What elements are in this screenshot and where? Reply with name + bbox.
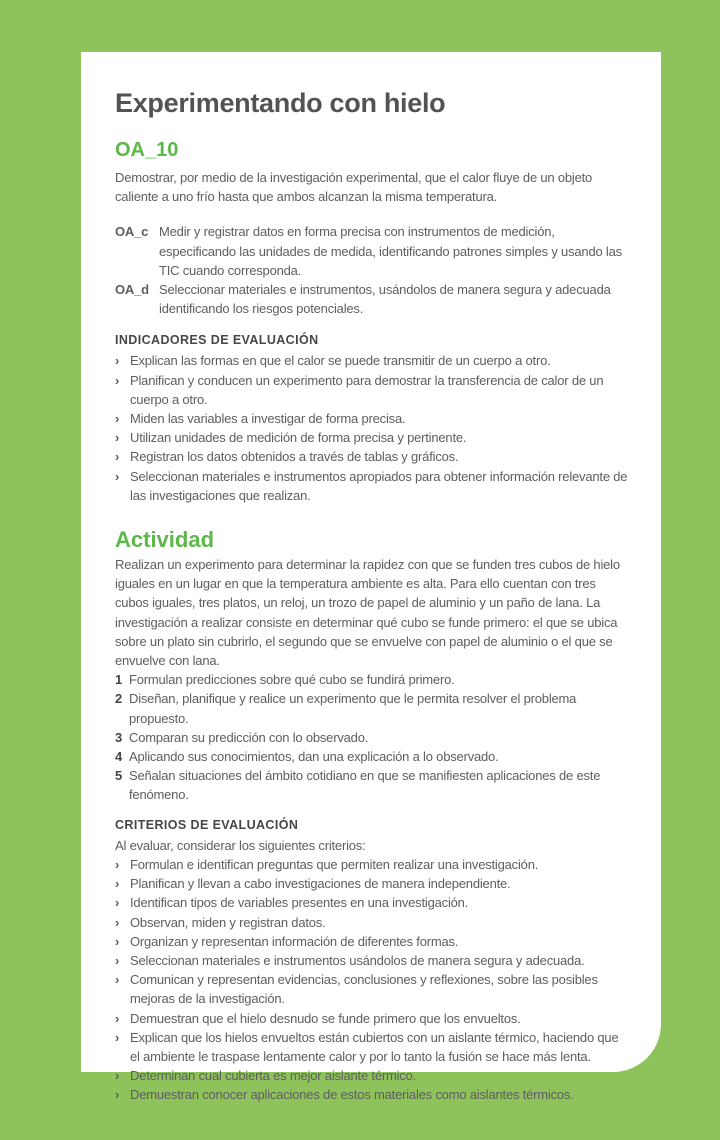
chevron-bullet-icon: › [115,430,120,446]
criterios-list [115,855,631,1105]
chevron-bullet-icon: › [115,1010,120,1026]
step-item [115,670,631,689]
bullet-item-text: Demuestran conocer aplicaciones de estos materiales como aislantes térmicos. [130,1087,574,1103]
oa10-text: Demostrar, por medio de la investigación experimental, que el calor fluye de un objeto caliente a uno frío hasta que ambos alcanzan la misma temperatura. [115,170,593,205]
content-card [81,52,661,1103]
bullet-item-text: Explican las formas en que el calor se puede transmitir de un cuerpo a otro. [130,353,551,369]
bullet-item [115,351,631,370]
bullet-item-text: Organizan y representan información de diferentes formas. [130,933,459,949]
bullet-item [115,1066,631,1085]
bullet-item-text: Explican que los hielos envueltos están cubiertos con un aislante térmico, haciendo que el ambiente le traspase lentamente calor y por lo tanto la fusión se hace más lenta. [130,1029,619,1064]
bullet-item [115,874,631,893]
step-number: 4 [115,749,123,765]
step-item [115,766,631,804]
chevron-bullet-icon: › [115,372,120,388]
step-text: Aplicando sus conocimientos, dan una explicación a lo observado. [129,749,499,765]
actividad-heading: Actividad [115,527,215,553]
bullet-item-text: Seleccionan materiales e instrumentos usándolos de manera segura y adecuada. [130,952,585,968]
chevron-bullet-icon: › [115,411,120,427]
bullet-item [115,409,631,428]
bullet-item-text: Demuestran que el hielo desnudo se funde primero que los envueltos. [130,1010,521,1026]
bullet-item-text: Seleccionan materiales e instrumentos apropiados para obtener información relevante de las investigaciones que realizan. [130,468,628,503]
chevron-bullet-icon: › [115,856,120,872]
step-item [115,728,631,747]
bullet-item [115,970,631,1008]
bullet-item [115,428,631,447]
bullet-item-text: Determinan cual cubierta es mejor aislante térmico. [130,1068,417,1084]
oa-item-text: Seleccionar materiales e instrumentos, usándolos de manera segura y adecuada identificando los riesgos potenciales. [159,282,611,317]
step-number: 5 [115,768,123,784]
criterios-heading: CRITERIOS DE EVALUACIÓN [115,817,299,832]
bullet-item-text: Formulan e identifican preguntas que permiten realizar una investigación. [130,856,539,872]
bullet-item-text: Planifican y llevan a cabo investigaciones de manera independiente. [130,876,511,892]
criterios-intro: Al evaluar, considerar los siguientes criterios: [115,837,366,853]
actividad-section [115,527,631,805]
bullet-item [115,855,631,874]
page-title: Experimentando con hielo [115,88,446,118]
bullet-item-text: Identifican tipos de variables presentes en una investigación. [130,895,469,911]
chevron-bullet-icon: › [115,1029,120,1045]
bullet-item-text: Miden las variables a investigar de forma precisa. [130,411,406,427]
chevron-bullet-icon: › [115,876,120,892]
bullet-item [115,951,631,970]
bullet-item-text: Utilizan unidades de medición de forma precisa y pertinente. [130,430,467,446]
bullet-item [115,932,631,951]
oa10-section [115,138,631,206]
oa10-heading: OA_10 [115,139,179,161]
oa-sublist [115,222,631,318]
indicadores-section [115,332,631,505]
bullet-item [115,1085,631,1104]
bullet-item-text: Registran los datos obtenidos a través de tablas y gráficos. [130,449,459,465]
actividad-steps [115,670,631,804]
indicadores-list [115,351,631,505]
chevron-bullet-icon: › [115,933,120,949]
chevron-bullet-icon: › [115,449,120,465]
criterios-section [115,817,631,1105]
oa-item [115,280,631,318]
chevron-bullet-icon: › [115,1087,120,1103]
chevron-bullet-icon: › [115,895,120,911]
step-text: Formulan predicciones sobre qué cubo se fundirá primero. [129,672,455,688]
chevron-bullet-icon: › [115,468,120,484]
bullet-item [115,913,631,932]
bullet-item [115,447,631,466]
bullet-item [115,1009,631,1028]
step-text: Comparan su predicción con lo observado. [129,729,369,745]
bullet-item [115,893,631,912]
chevron-bullet-icon: › [115,972,120,988]
step-number: 2 [115,691,123,707]
oa-item-label: OA_c [115,224,149,240]
step-text: Diseñan, planifique y realice un experimento que le permita resolver el problema propuesto. [129,691,577,726]
bullet-item [115,1028,631,1066]
oa-item-label: OA_d [115,282,149,298]
step-text: Señalan situaciones del ámbito cotidiano en que se manifiesten aplicaciones de este fenómeno. [129,768,601,803]
bullet-item-text: Observan, miden y registran datos. [130,914,326,930]
step-item [115,747,631,766]
oa-item-text: Medir y registrar datos en forma precisa con instrumentos de medición, especificando las unidades de medida, identificando patrones simples y usando las TIC cuando corresponda. [159,224,622,278]
oa-item [115,222,631,280]
step-item [115,689,631,727]
chevron-bullet-icon: › [115,914,120,930]
indicadores-heading: INDICADORES DE EVALUACIÓN [115,333,319,348]
step-number: 3 [115,729,123,745]
chevron-bullet-icon: › [115,353,120,369]
actividad-intro: Realizan un experimento para determinar la rapidez con que se funden tres cubos de hielo iguales en un lugar en que la temperatura ambiente es alta. Para ello cuentan con tres cubos iguales, tres platos, un reloj, un trozo de papel de aluminio y un paño de lana. La investigación a realizar consiste en determinar qué cubo se funde primero: el que se ubica sobre un plato sin cubrirlo, el segundo que se envuelve con papel de aluminio o el que se envuelve con lana. [115,557,620,669]
bullet-item-text: Planifican y conducen un experimento para demostrar la transferencia de calor de un cuerpo a otro. [130,372,604,407]
chevron-bullet-icon: › [115,1068,120,1084]
bullet-item-text: Comunican y representan evidencias, conclusiones y reflexiones, sobre las posibles mejoras de la investigación. [130,972,598,1007]
bullet-item [115,371,631,409]
bullet-item [115,467,631,505]
chevron-bullet-icon: › [115,952,120,968]
step-number: 1 [115,672,123,688]
